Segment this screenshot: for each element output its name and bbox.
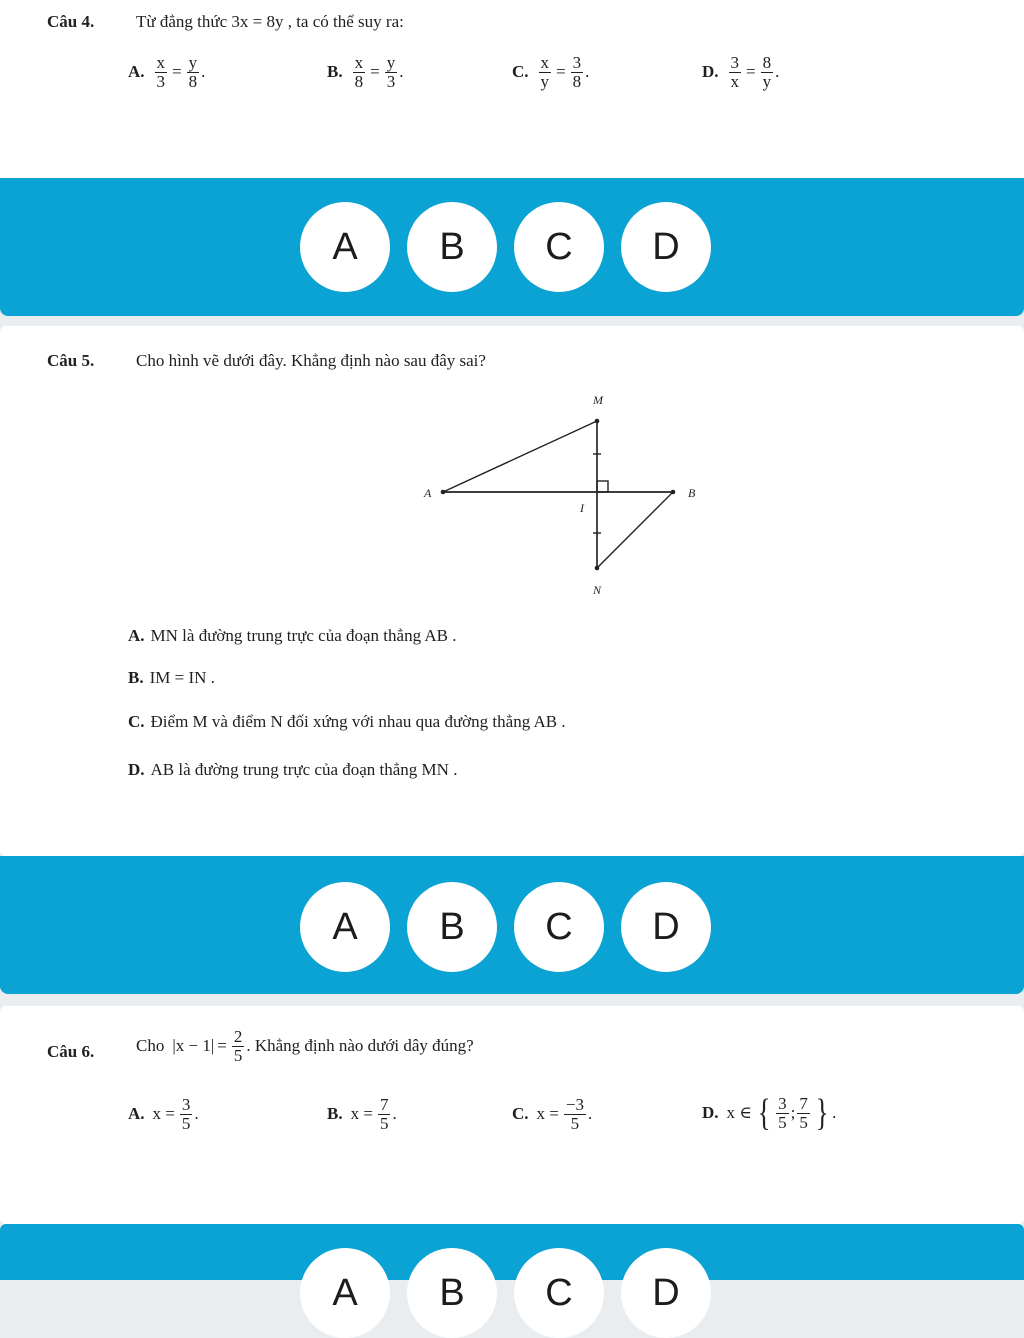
question-6-card [0, 1006, 1024, 1224]
fraction: $\frac{y}{3}$ [386, 53, 396, 91]
fraction: $\frac{3}{5}$ [181, 1095, 191, 1133]
fraction: $\frac{3}{x}$ [730, 53, 740, 91]
answer-c-button[interactable]: C [514, 1248, 604, 1338]
answer-d-button[interactable]: D [621, 1248, 711, 1338]
question-4-label: Câu 4. [47, 12, 95, 31]
answer-b-button[interactable]: B [407, 1248, 497, 1338]
answer-c-button[interactable]: C [514, 202, 604, 292]
answer-band-q4 [0, 178, 1024, 316]
q6-option-a: A. x = $\frac{3}{5}$ . [128, 1095, 199, 1133]
option-label: D. [702, 62, 719, 82]
fraction: $\frac{3}{5}$ [778, 1093, 787, 1132]
label-i: I [580, 501, 584, 515]
q6-option-d: D. x ∈ { $\frac{3}{5}$ ; $\frac{7}{5}$ } . [702, 1092, 837, 1134]
question-6-label: Câu 6. [47, 1042, 95, 1061]
point-n [595, 566, 600, 571]
fraction: $\frac{x}{8}$ [354, 53, 364, 91]
answer-b-button[interactable]: B [407, 882, 497, 972]
fraction: $\frac{x}{y}$ [540, 53, 550, 91]
answer-band-q6 [0, 1224, 1024, 1314]
q5-statement-c: C. Điểm M và điểm N đối xứng với nhau qua đường thẳng AB . [128, 712, 566, 731]
q4-option-a: A. $\frac{x}{3}$ = $\frac{y}{8}$ . [128, 53, 206, 91]
point-a [441, 490, 446, 495]
question-6-text: Cho |x − 1| = $\frac{2}{5}$ . Khẳng định nào dưới dây đúng? [136, 1027, 474, 1065]
point-b [671, 490, 676, 495]
answer-c-button[interactable]: C [514, 882, 604, 972]
question-4-card [0, 0, 1024, 178]
answer-a-button[interactable]: A [300, 1248, 390, 1338]
option-label: B. [327, 62, 343, 82]
q5-statement-b: B. IM = IN . [128, 668, 215, 687]
q5-statement-d: D. AB là đường trung trực của đoạn thẳng MN . [128, 760, 458, 779]
answer-a-button[interactable]: A [300, 882, 390, 972]
fraction: $\frac{8}{y}$ [762, 53, 772, 91]
answer-d-button[interactable]: D [621, 202, 711, 292]
fraction: $\frac{-3}{5}$ [565, 1095, 584, 1133]
option-label: C. [512, 62, 529, 82]
fraction: $\frac{7}{5}$ [799, 1093, 808, 1132]
kite-diagram [400, 388, 720, 608]
question-4-text: Từ đẳng thức 3x = 8y , ta có thể suy ra: [136, 12, 404, 31]
point-m [595, 419, 600, 424]
q4-option-c: C. $\frac{x}{y}$ = $\frac{3}{8}$ . [512, 53, 590, 91]
q6-option-b: B. x = $\frac{7}{5}$ . [327, 1095, 397, 1133]
label-m: M [593, 393, 603, 407]
fraction: $\frac{2}{5}$ [233, 1027, 243, 1065]
q4-option-b: B. $\frac{x}{8}$ = $\frac{y}{3}$ . [327, 53, 404, 91]
question-5-label: Câu 5. [47, 351, 95, 370]
fraction: $\frac{7}{5}$ [379, 1095, 389, 1133]
fraction: $\frac{x}{3}$ [156, 53, 166, 91]
fraction: $\frac{y}{8}$ [188, 53, 198, 91]
answer-b-button[interactable]: B [407, 202, 497, 292]
answer-a-button[interactable]: A [300, 202, 390, 292]
answer-d-button[interactable]: D [621, 882, 711, 972]
fraction: $\frac{3}{8}$ [572, 53, 582, 91]
question-5-text: Cho hình vẽ dưới đây. Khẳng định nào sau đây sai? [136, 351, 486, 370]
right-angle-marker [597, 481, 608, 492]
label-a: A [424, 486, 432, 500]
q4-option-d: D. $\frac{3}{x}$ = $\frac{8}{y}$ . [702, 53, 780, 91]
answer-band-q5 [0, 856, 1024, 994]
label-n: N [593, 583, 602, 597]
kite-outline [443, 421, 673, 568]
q5-statement-a: A. MN là đường trung trực của đoạn thẳng AB . [128, 626, 457, 645]
option-label: A. [128, 62, 145, 82]
q6-option-c: C. x = $\frac{-3}{5}$ . [512, 1095, 593, 1133]
label-b: B [688, 486, 696, 500]
